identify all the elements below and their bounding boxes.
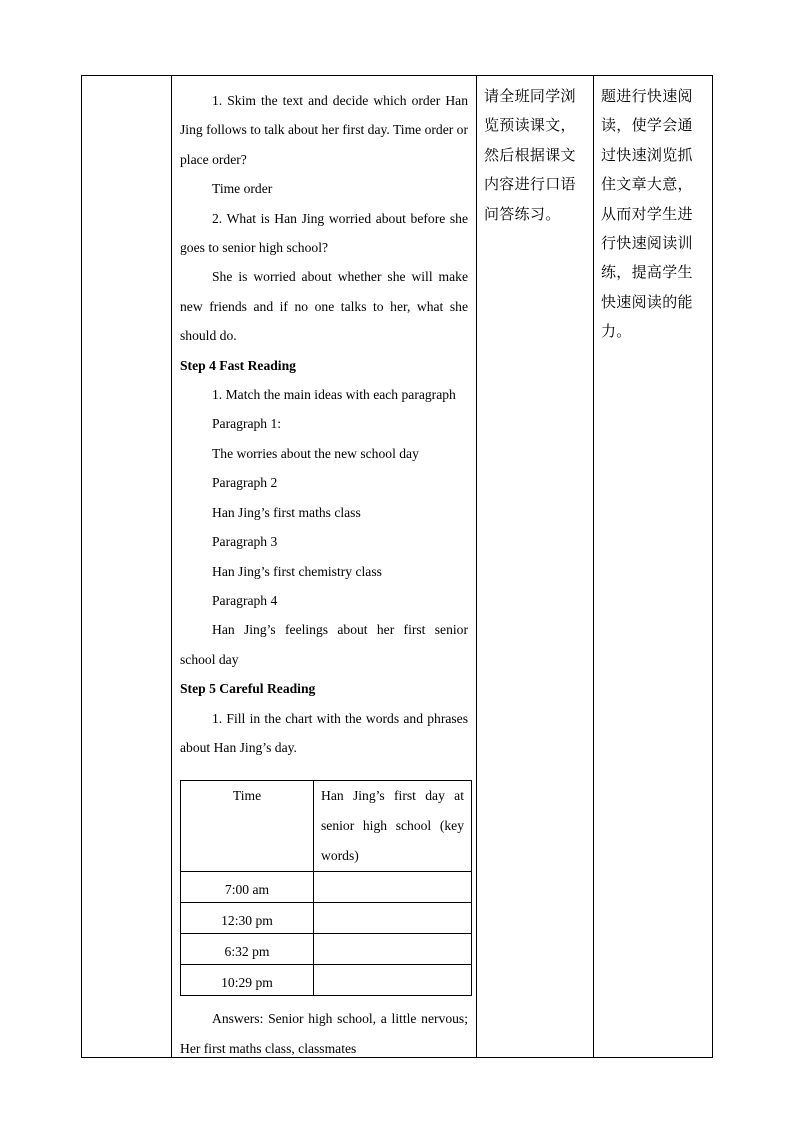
design-intent-text: 题进行快速阅读，使学会通过快速浏览抓住文章大意，从而对学生进行快速阅读训练，提高学生快速阅读的能力。 [601, 87, 693, 341]
step4-item: Paragraph 1: [212, 416, 282, 432]
column-divider-1 [171, 75, 172, 1058]
day-chart-table [180, 780, 472, 996]
chart-time-cell: 12:30 pm [181, 903, 314, 934]
chart-keywords-cell[interactable] [314, 934, 472, 965]
column-divider-2 [476, 75, 477, 1058]
step4-item: Paragraph 3 [212, 534, 278, 550]
skim-question: 1. Skim the text and decide which order Han Jing follows to talk about her first day. Time order or place order? [180, 93, 468, 167]
chart-header-keywords: Han Jing’s first day at senior high school (key words) [314, 781, 472, 872]
step4-item: Paragraph 4 [212, 592, 278, 608]
chart-keywords-cell[interactable] [314, 872, 472, 903]
table-row [181, 903, 472, 934]
step4-item: Han Jing’s first maths class [212, 504, 361, 520]
step5-instruction: 1. Fill in the chart with the words and phrases about Han Jing’s day. [180, 710, 468, 755]
answers-block [180, 1004, 468, 1064]
student-activity-text: 请全班同学浏览预读课文，然后根据课文内容进行口语问答练习。 [484, 87, 576, 223]
chart-keywords-cell[interactable] [314, 965, 472, 996]
step4-last-idea: Han Jing’s feelings about her first senior school day [180, 622, 468, 667]
chart-time-cell: 10:29 pm [181, 965, 314, 996]
step5-heading: Step 5 Careful Reading [180, 681, 316, 697]
column-divider-3 [593, 75, 594, 1058]
chart-header-time: Time [181, 781, 314, 872]
table-row [181, 872, 472, 903]
step4-instruction: 1. Match the main ideas with each paragraph [212, 387, 456, 403]
step4-item: The worries about the new school day [212, 445, 419, 461]
step4-heading: Step 4 Fast Reading [180, 357, 296, 373]
worry-question: 2. What is Han Jing worried about before she goes to senior high school? [180, 210, 468, 256]
teaching-activity-column [180, 86, 468, 762]
answers-text: Answers: Senior high school, a little nervous; Her first maths class, classmates [180, 1011, 468, 1056]
chart-time-cell: 6:32 pm [181, 934, 314, 965]
step4-item: Paragraph 2 [212, 475, 278, 491]
chart-header-row [181, 781, 472, 872]
chart-keywords-cell[interactable] [314, 903, 472, 934]
worry-answer: She is worried about whether she will make new friends and if no one talks to her, what she should do. [180, 269, 468, 344]
table-row [181, 965, 472, 996]
table-row [181, 934, 472, 965]
skim-answer: Time order [212, 181, 273, 197]
step4-item: Han Jing’s first chemistry class [212, 563, 382, 579]
chart-time-cell: 7:00 am [181, 872, 314, 903]
